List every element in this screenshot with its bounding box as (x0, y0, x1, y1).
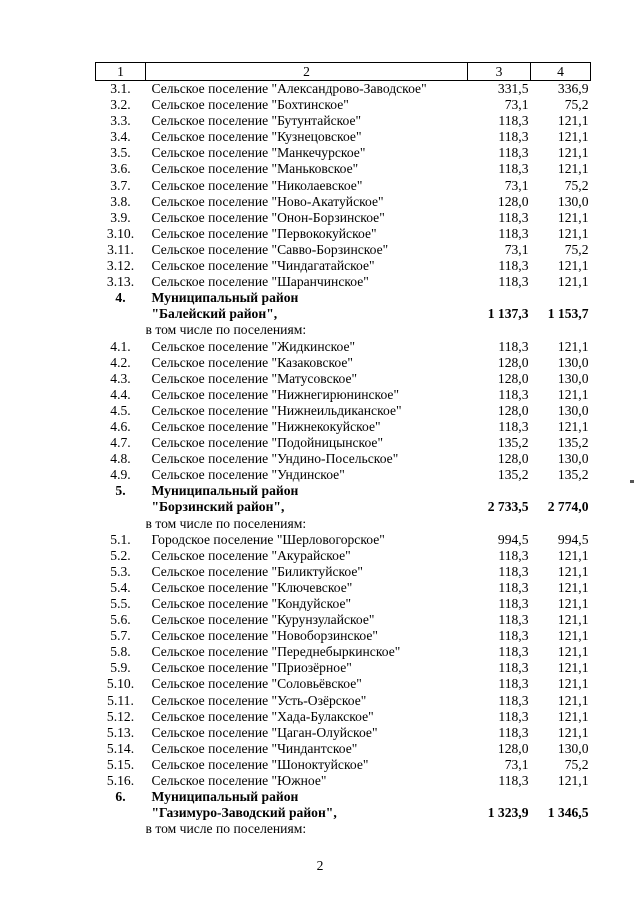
district-heading-row (96, 789, 591, 805)
row-name: Сельское поселение "Цаган-Олуйское" (151, 724, 378, 740)
value-col-3: 118,3 (498, 676, 529, 692)
value-col-3: 118,3 (498, 724, 529, 740)
table-row (96, 773, 591, 789)
row-name: Сельское поселение "Нижнеильдиканское" (151, 402, 402, 418)
table-row (96, 274, 591, 290)
value-col-4: 1 153,7 (547, 306, 589, 322)
row-number: 3.4. (110, 129, 131, 145)
row-number: 4.8. (110, 451, 131, 467)
district-heading-row (96, 499, 591, 515)
value-col-4: 121,1 (557, 129, 589, 145)
row-number: 5.2. (110, 547, 131, 563)
row-number: 5.13. (106, 724, 135, 740)
table-row (96, 532, 591, 548)
row-name: Сельское поселение "Нижнекокуйское" (151, 418, 381, 434)
table-row (96, 355, 591, 371)
row-name: Сельское поселение "Казаковское" (151, 354, 353, 370)
table-row (96, 371, 591, 387)
value-col-3: 118,3 (498, 113, 529, 129)
value-col-4: 130,0 (557, 451, 589, 467)
value-col-3: 135,2 (497, 435, 529, 451)
value-col-4: 121,1 (557, 258, 589, 274)
row-number: 3.9. (110, 209, 131, 225)
row-number: 4.4. (110, 386, 131, 402)
row-name: Сельское поселение "Ключевское" (151, 579, 353, 595)
table-row (96, 676, 591, 692)
row-name: Сельское поселение "Первококуйское" (151, 225, 377, 241)
value-col-4: 75,2 (564, 241, 589, 257)
value-col-3: 994,5 (497, 531, 529, 547)
row-number: 5.15. (106, 756, 135, 772)
value-col-4: 121,1 (557, 209, 589, 225)
value-col-3: 331,5 (497, 81, 529, 96)
value-col-4 (531, 483, 591, 499)
value-col-4: 1 346,5 (547, 805, 589, 821)
table-row (96, 387, 591, 403)
row-name: Сельское поселение "Кузнецовское" (151, 129, 362, 145)
row-name: Сельское поселение "Ундинское" (151, 467, 345, 483)
row-name: Сельское поселение "Бохтинское" (151, 97, 349, 113)
table-row (96, 339, 591, 355)
scan-mark (630, 480, 634, 483)
table-row (96, 97, 591, 113)
value-col-3: 118,3 (498, 596, 529, 611)
table-row (96, 145, 591, 161)
value-col-3 (468, 821, 531, 837)
row-number: 6. (115, 789, 126, 805)
row-number: 3.3. (110, 113, 131, 129)
table-header-row (96, 63, 591, 81)
row-name: Сельское поселение "Ново-Акатуйское" (151, 193, 384, 209)
value-col-3: 73,1 (504, 241, 529, 257)
row-name: Сельское поселение "Бутунтайское" (151, 113, 362, 129)
row-name: Сельское поселение "Подойницынское" (151, 435, 384, 451)
table-row (96, 660, 591, 676)
value-col-4: 121,1 (557, 161, 589, 177)
value-col-4: 75,2 (564, 756, 589, 772)
value-col-4: 121,1 (557, 145, 589, 161)
table-row (96, 644, 591, 660)
row-name: в том числе по поселениям: (145, 515, 307, 531)
value-col-3 (468, 483, 531, 499)
row-name: Сельское поселение "Шаранчинское" (151, 274, 369, 290)
value-col-4: 121,1 (557, 338, 589, 354)
row-name: в том числе по поселениям: (145, 322, 307, 338)
subheading-row (96, 322, 591, 338)
district-heading-row (96, 290, 591, 306)
row-number: 3.13. (106, 274, 135, 290)
row-name: Сельское поселение "Ундино-Посельское" (151, 451, 399, 467)
row-name: в том числе по поселениям: (145, 821, 307, 837)
value-col-4: 130,0 (557, 354, 589, 370)
table-row (96, 596, 591, 612)
row-name: Сельское поселение "Приозёрное" (151, 660, 352, 676)
row-number: 3.5. (110, 145, 131, 161)
subheading-row (96, 821, 591, 837)
row-number: 4.2. (110, 354, 131, 370)
value-col-3: 128,0 (497, 193, 529, 209)
row-name: Городское поселение "Шерловогорское" (151, 531, 385, 547)
row-name: Сельское поселение "Онон-Борзинское" (151, 209, 385, 225)
value-col-4: 121,1 (557, 644, 589, 660)
value-col-3: 118,3 (498, 161, 529, 177)
table-row (96, 258, 591, 274)
value-col-3: 118,3 (498, 563, 529, 579)
row-name: Сельское поселение "Николаевское" (151, 177, 363, 193)
row-number: 5.3. (110, 563, 131, 579)
row-number: 5.7. (110, 628, 131, 644)
value-col-4: 130,0 (557, 193, 589, 209)
value-col-3: 118,3 (498, 628, 529, 644)
value-col-3: 128,0 (497, 370, 529, 386)
row-number: 4.7. (110, 435, 131, 451)
row-name: Сельское поселение "Курунзулайское" (151, 612, 375, 628)
value-col-3 (468, 789, 531, 805)
row-name: Сельское поселение "Нижнегирюнинское" (151, 386, 399, 402)
value-col-3: 135,2 (497, 467, 529, 483)
row-number: 3.1. (110, 81, 131, 96)
value-col-3: 1 323,9 (487, 805, 529, 821)
value-col-3: 118,3 (498, 708, 529, 724)
header-col-2: 2 (146, 63, 468, 81)
table-row (96, 709, 591, 725)
table-row (96, 113, 591, 129)
value-col-4: 121,1 (557, 579, 589, 595)
row-number: 3.11. (107, 241, 134, 257)
value-col-3: 118,3 (498, 129, 529, 145)
page-number: 2 (316, 858, 324, 873)
value-col-4: 121,1 (557, 113, 589, 129)
district-heading-row (96, 805, 591, 821)
row-name: "Борзинский район", (151, 499, 285, 515)
value-col-4: 130,0 (557, 370, 589, 386)
value-col-3 (468, 322, 531, 338)
value-col-3: 2 733,5 (487, 499, 529, 515)
value-col-4: 121,1 (557, 692, 589, 708)
table-row (96, 226, 591, 242)
row-number (96, 516, 146, 532)
table-body (96, 81, 591, 838)
value-col-3: 118,3 (498, 386, 529, 402)
table-row (96, 564, 591, 580)
row-number: 4.5. (110, 402, 131, 418)
row-name: Сельское поселение "Соловьёвское" (151, 676, 362, 692)
row-name: Сельское поселение "Маньковское" (151, 161, 359, 177)
table-row (96, 178, 591, 194)
value-col-4: 121,1 (557, 612, 589, 628)
value-col-3: 118,3 (498, 773, 529, 789)
value-col-4: 121,1 (557, 676, 589, 692)
row-number: 5.14. (106, 740, 135, 756)
value-col-3: 128,0 (497, 402, 529, 418)
table-row (96, 210, 591, 226)
row-name: Сельское поселение "Чиндантское" (151, 740, 358, 756)
table-row (96, 451, 591, 467)
row-name: "Газимуро-Заводский район", (151, 805, 337, 821)
row-name: Сельское поселение "Матусовское" (151, 370, 358, 386)
row-number: 5.6. (110, 612, 131, 628)
header-col-3: 3 (468, 63, 531, 81)
value-col-4: 121,1 (557, 660, 589, 676)
row-name: Сельское поселение "Переднебыркинское" (151, 644, 401, 660)
value-col-3: 118,3 (498, 547, 529, 563)
value-col-3: 118,3 (498, 418, 529, 434)
value-col-4 (531, 322, 591, 338)
value-col-4: 121,1 (557, 274, 589, 290)
value-col-3: 118,3 (498, 225, 529, 241)
allocation-table (95, 62, 591, 837)
row-number: 4. (115, 290, 126, 306)
row-number (96, 805, 146, 821)
value-col-4: 121,1 (557, 386, 589, 402)
value-col-3: 73,1 (504, 97, 529, 113)
table-row (96, 403, 591, 419)
value-col-4: 130,0 (557, 740, 589, 756)
table-row (96, 693, 591, 709)
header-col-1: 1 (96, 63, 146, 81)
row-number: 5.1. (110, 531, 131, 547)
row-number: 5.9. (110, 660, 131, 676)
row-name: Сельское поселение "Манкечурское" (151, 145, 366, 161)
value-col-4 (531, 789, 591, 805)
value-col-4: 135,2 (557, 435, 589, 451)
row-number: 5.10. (106, 676, 135, 692)
value-col-4: 75,2 (564, 177, 589, 193)
value-col-3: 128,0 (497, 740, 529, 756)
row-number: 3.7. (110, 177, 131, 193)
row-name: Сельское поселение "Усть-Озёрское" (151, 692, 367, 708)
value-col-3: 118,3 (498, 692, 529, 708)
row-name: Сельское поселение "Кондуйское" (151, 596, 352, 611)
value-col-4: 121,1 (557, 225, 589, 241)
row-name: Сельское поселение "Новоборзинское" (151, 628, 378, 644)
table-row (96, 757, 591, 773)
row-number: 5.4. (110, 579, 131, 595)
row-number: 5.8. (110, 644, 131, 660)
value-col-4: 336,9 (557, 81, 589, 96)
table-row (96, 467, 591, 483)
value-col-3: 118,3 (498, 209, 529, 225)
value-col-3: 118,3 (498, 644, 529, 660)
row-name: "Балейский район", (151, 306, 278, 322)
district-heading-row (96, 306, 591, 322)
value-col-4: 2 774,0 (547, 499, 589, 515)
header-col-4: 4 (531, 63, 591, 81)
row-name: Сельское поселение "Александрово-Заводское" (151, 81, 427, 96)
row-name: Сельское поселение "Чиндагатайское" (151, 258, 375, 274)
row-name: Муниципальный район (151, 789, 299, 805)
value-col-3: 128,0 (497, 354, 529, 370)
value-col-4: 121,1 (557, 773, 589, 789)
row-name: Сельское поселение "Хада-Булакское" (151, 708, 374, 724)
row-number: 3.2. (110, 97, 131, 113)
row-number: 5. (115, 483, 126, 499)
table-row (96, 628, 591, 644)
value-col-3: 118,3 (498, 660, 529, 676)
row-name: Сельское поселение "Акурайское" (151, 547, 351, 563)
row-name: Муниципальный район (151, 483, 299, 499)
value-col-4 (531, 821, 591, 837)
value-col-4: 994,5 (557, 531, 589, 547)
value-col-4: 135,2 (557, 467, 589, 483)
value-col-3 (468, 516, 531, 532)
row-number (96, 499, 146, 515)
value-col-4: 121,1 (557, 418, 589, 434)
row-number: 3.10. (106, 225, 135, 241)
value-col-4: 121,1 (557, 708, 589, 724)
value-col-4 (531, 516, 591, 532)
value-col-3: 118,3 (498, 145, 529, 161)
value-col-3: 128,0 (497, 451, 529, 467)
table-row (96, 725, 591, 741)
table-row (96, 435, 591, 451)
row-number (96, 821, 146, 837)
subheading-row (96, 516, 591, 532)
row-name: Сельское поселение "Южное" (151, 773, 327, 789)
table-row (96, 81, 591, 98)
row-number: 4.6. (110, 418, 131, 434)
table-row (96, 612, 591, 628)
table-row (96, 242, 591, 258)
row-name: Сельское поселение "Жидкинское" (151, 338, 356, 354)
row-number: 3.6. (110, 161, 131, 177)
row-name: Сельское поселение "Савво-Борзинское" (151, 241, 389, 257)
value-col-3: 118,3 (498, 274, 529, 290)
district-heading-row (96, 483, 591, 499)
row-name: Муниципальный район (151, 290, 299, 306)
value-col-3: 1 137,3 (487, 306, 529, 322)
value-col-3: 73,1 (504, 177, 529, 193)
row-number: 3.8. (110, 193, 131, 209)
value-col-4: 130,0 (557, 402, 589, 418)
row-number: 4.9. (110, 467, 131, 483)
table-row (96, 194, 591, 210)
row-number: 5.5. (110, 596, 131, 611)
row-number: 4.1. (110, 338, 131, 354)
table-row (96, 548, 591, 564)
value-col-4: 121,1 (557, 724, 589, 740)
value-col-4: 121,1 (557, 596, 589, 611)
value-col-4: 75,2 (564, 97, 589, 113)
value-col-4: 121,1 (557, 563, 589, 579)
row-number: 5.16. (106, 773, 135, 789)
row-number: 5.12. (106, 708, 135, 724)
value-col-3: 73,1 (504, 756, 529, 772)
table-row (96, 741, 591, 757)
value-col-4 (531, 290, 591, 306)
table-row (96, 419, 591, 435)
row-number (96, 322, 146, 338)
row-number: 4.3. (110, 370, 131, 386)
row-name: Сельское поселение "Биликтуйское" (151, 563, 363, 579)
value-col-4: 121,1 (557, 628, 589, 644)
table-row (96, 161, 591, 177)
table-row (96, 580, 591, 596)
value-col-3: 118,3 (498, 612, 529, 628)
row-number (96, 306, 146, 322)
value-col-4: 121,1 (557, 547, 589, 563)
table-row (96, 129, 591, 145)
value-col-3: 118,3 (498, 579, 529, 595)
value-col-3: 118,3 (498, 258, 529, 274)
row-number: 3.12. (106, 258, 135, 274)
value-col-3 (468, 290, 531, 306)
row-name: Сельское поселение "Шоноктуйское" (151, 756, 369, 772)
value-col-3: 118,3 (498, 338, 529, 354)
row-number: 5.11. (107, 692, 134, 708)
